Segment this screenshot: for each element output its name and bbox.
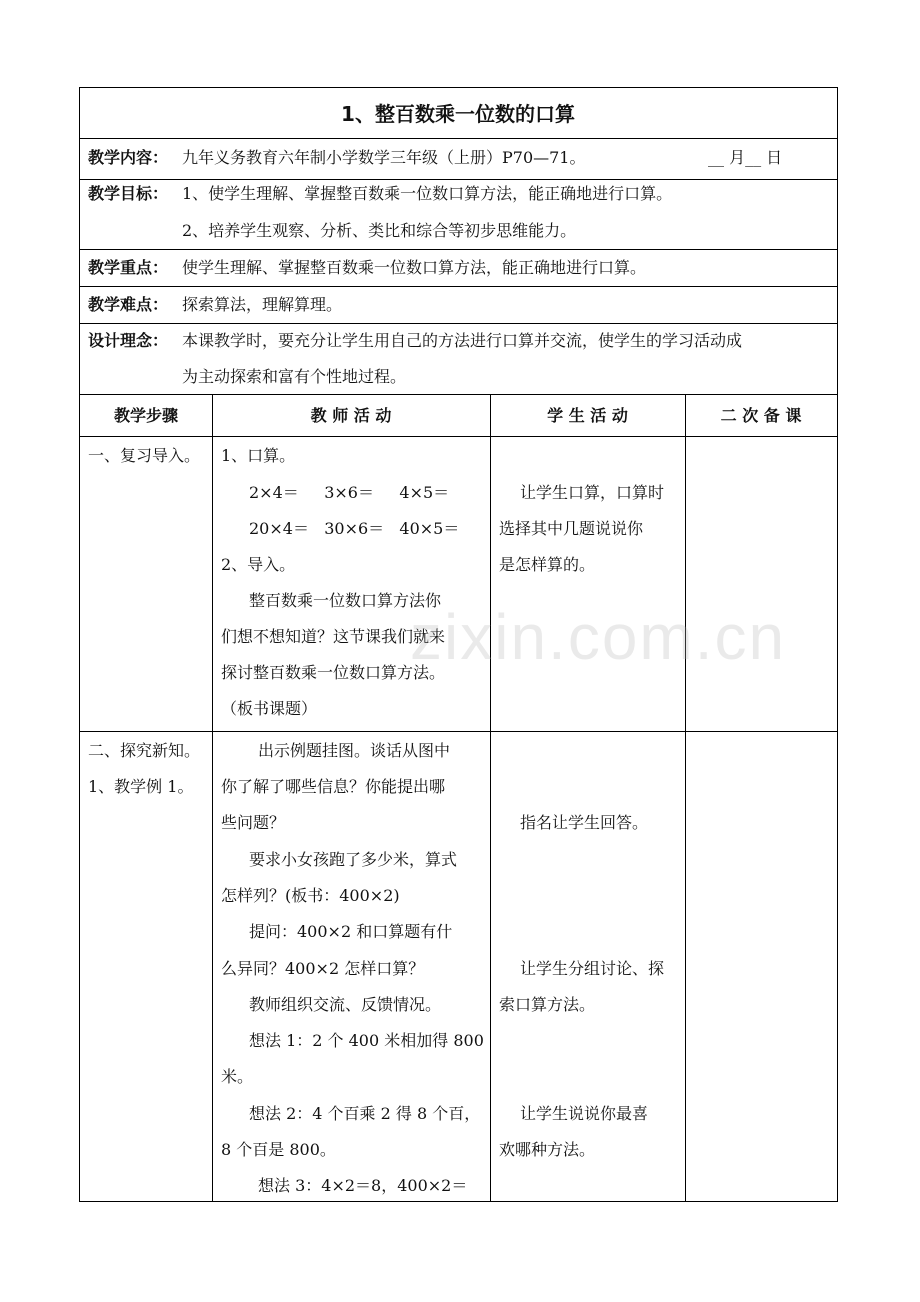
teacher-line: 米。: [221, 1067, 254, 1086]
header-student: 学 生 活 动: [547, 406, 628, 425]
step-review: 一、复习导入。: [88, 446, 201, 465]
teacher-line: 你了解了哪些信息？你能提出哪: [221, 777, 446, 796]
date-field: __ 月__ 日: [708, 148, 783, 167]
column-divider: [212, 394, 213, 1201]
teacher-line: 要求小女孩跑了多少米，算式: [249, 850, 458, 869]
step-example: 1、教学例 1。: [88, 777, 194, 796]
teacher-line: 整百数乘一位数口算方法你: [249, 591, 442, 610]
student-line: 是怎样算的。: [499, 555, 596, 574]
teacher-line: 20×4＝ 30×6＝ 40×5＝: [249, 519, 460, 538]
row-divider: [80, 179, 837, 180]
row-divider: [80, 731, 837, 732]
difficulty-label: 教学难点：: [88, 295, 169, 314]
teacher-line: 出示例题挂图。谈话从图中: [258, 741, 451, 760]
row-divider: [80, 323, 837, 324]
teacher-line: 探讨整百数乘一位数口算方法。: [221, 663, 446, 682]
column-divider: [490, 394, 491, 1201]
header-teacher: 教 师 活 动: [310, 406, 392, 425]
column-divider: [685, 394, 686, 1201]
row-divider: [80, 286, 837, 287]
header-revision: 二 次 备 课: [720, 406, 802, 425]
design-line: 本课教学时，要充分让学生用自己的方法进行口算并交流，使学生的学习活动成: [182, 331, 743, 350]
page-title: 1、整百数乘一位数的口算: [341, 102, 575, 126]
lesson-plan-table: [79, 87, 838, 1202]
keypoint-label: 教学重点：: [88, 258, 169, 277]
keypoint-text: 使学生理解、掌握整百数乘一位数口算方法，能正确地进行口算。: [182, 258, 647, 277]
header-step: 教学步骤: [113, 406, 178, 425]
student-line: 欢哪种方法。: [499, 1140, 596, 1159]
student-line: 指名让学生回答。: [520, 813, 649, 832]
student-line: 索口算方法。: [499, 995, 596, 1014]
teacher-line: 2、导入。: [221, 555, 296, 574]
teacher-line: 想法 2：4 个百乘 2 得 8 个百，: [249, 1104, 481, 1123]
row-divider: [80, 436, 837, 437]
teacher-line: （板书课题）: [221, 699, 318, 718]
student-line: 让学生口算，口算时: [520, 483, 665, 502]
design-line: 为主动探索和富有个性地过程。: [182, 367, 407, 386]
goals-label: 教学目标：: [88, 184, 169, 203]
student-line: 让学生分组讨论、探: [520, 959, 665, 978]
row-divider: [80, 394, 837, 395]
teacher-line: 2×4＝ 3×6＝ 4×5＝: [249, 483, 450, 502]
teacher-line: 怎样列？(板书：400×2): [221, 886, 400, 905]
content-text: 九年义务教育六年制小学数学三年级（上册）P70—71。: [182, 148, 586, 167]
content-label: 教学内容：: [88, 148, 169, 167]
design-label: 设计理念：: [88, 331, 169, 350]
teacher-line: 提问：400×2 和口算题有什: [249, 922, 453, 941]
teacher-line: 教师组织交流、反馈情况。: [249, 995, 442, 1014]
watermark: zixin.com.cn: [410, 601, 787, 673]
teacher-line: 些问题？: [221, 813, 286, 832]
row-divider: [80, 138, 837, 139]
teacher-line: 8 个百是 800。: [221, 1140, 336, 1159]
teacher-line: 1、口算。: [221, 446, 296, 465]
row-divider: [80, 249, 837, 250]
student-line: 选择其中几题说说你: [499, 519, 644, 538]
step-explore: 二、探究新知。: [88, 741, 201, 760]
teacher-line: 们想不想知道？这节课我们就来: [221, 627, 446, 646]
teacher-line: 想法 1：2 个 400 米相加得 800: [249, 1031, 484, 1050]
student-line: 让学生说说你最喜: [520, 1104, 649, 1123]
difficulty-text: 探索算法，理解算理。: [182, 295, 343, 314]
goal-line: 1、使学生理解、掌握整百数乘一位数口算方法，能正确地进行口算。: [182, 184, 673, 203]
teacher-line: 么异同？400×2 怎样口算？: [221, 959, 425, 978]
goal-line: 2、培养学生观察、分析、类比和综合等初步思维能力。: [182, 221, 577, 240]
teacher-line: 想法 3：4×2＝8，400×2＝: [258, 1176, 468, 1195]
